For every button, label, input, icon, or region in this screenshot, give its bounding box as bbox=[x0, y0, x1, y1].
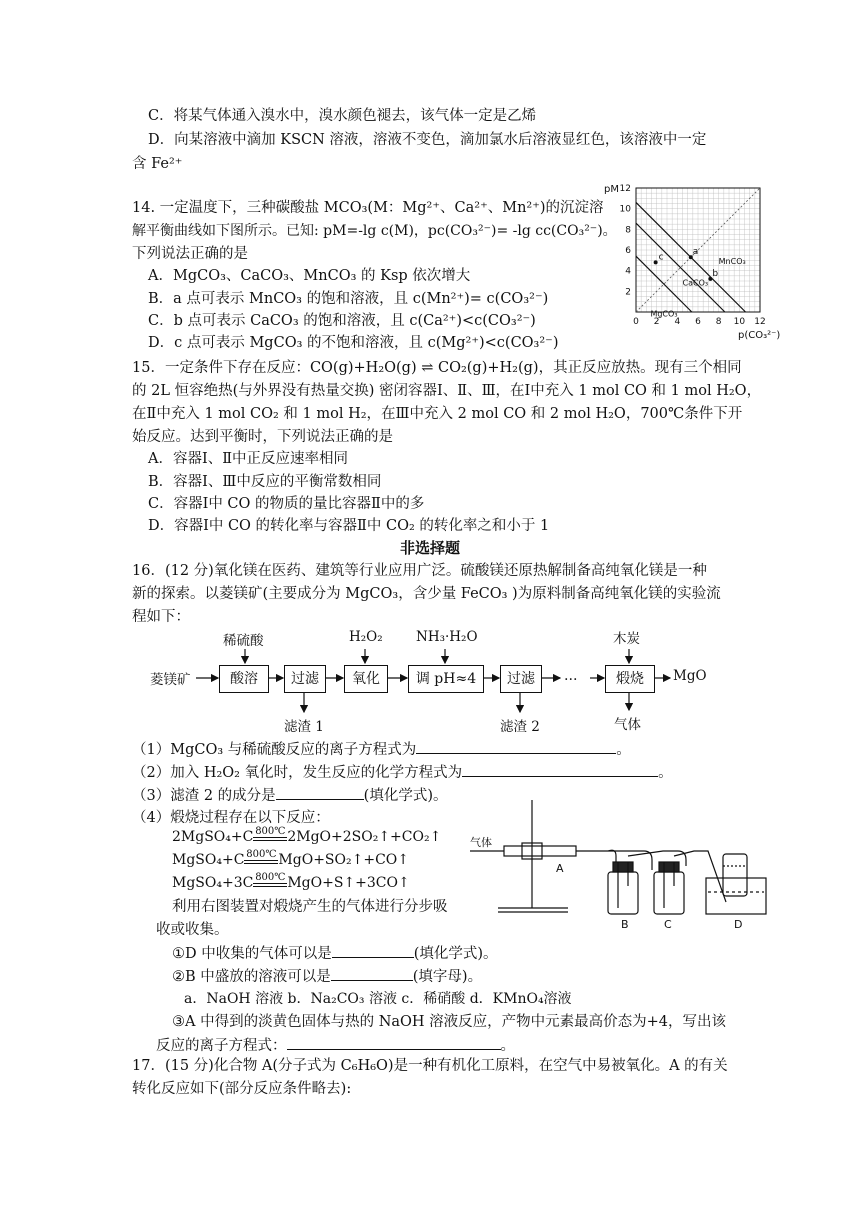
apparatus-label-b: B bbox=[621, 918, 629, 931]
x-tick-label: 6 bbox=[695, 317, 701, 327]
q14-stem-line1: 14. 一定温度下，三种碳酸盐 MCO₃(M：Mg²⁺、Ca²⁺、Mn²⁺)的沉淀溶 bbox=[132, 200, 604, 216]
q16-sub3-text: 反应的离子方程式： bbox=[156, 1038, 287, 1054]
q16-stem-line2: 新的探索。以菱镁矿(主要成分为 MgCO₃，含少量 FeCO₃ )为原料制备高纯氧化镁的实验流 bbox=[132, 586, 721, 602]
point-label-c: c bbox=[658, 252, 664, 263]
q17-stem-line2: 转化反应如下(部分反应条件略去): bbox=[132, 1081, 352, 1097]
q16-sub3-line2 bbox=[156, 1035, 515, 1056]
answer-blank-4[interactable] bbox=[332, 943, 414, 958]
q16-part2-text: （2）加入 H₂O₂ 氧化时，发生反应的化学方程式为 bbox=[132, 765, 463, 781]
series-label-0: MnCO₃ bbox=[718, 256, 746, 266]
q15-stem-line4: 始反应。达到平衡时，下列说法正确的是 bbox=[132, 429, 393, 445]
answer-blank-1[interactable] bbox=[416, 739, 616, 754]
x-tick-label: 8 bbox=[715, 317, 722, 327]
q16-part3-text: （3）滤渣 2 的成分是 bbox=[132, 788, 276, 804]
q15-option-a: A．容器Ⅰ、Ⅱ中正反应速率相同 bbox=[148, 451, 349, 467]
q16-stem-line1: 16．(12 分)氧化镁在医药、建筑等行业应用广泛。硫酸镁还原热解制备高纯氧化镁是一种 bbox=[132, 563, 707, 579]
answer-blank-2[interactable] bbox=[462, 762, 658, 777]
eq3-products: MgO+S↑+3CO↑ bbox=[287, 875, 410, 891]
q14-stem-line2: 解平衡曲线如下图所示。已知: pM=-lg c(M)，pc(CO₃²⁻)= -lg cc(CO₃²⁻)。 bbox=[132, 223, 617, 239]
q16-part2 bbox=[132, 762, 673, 783]
series-label-2: MgCO₃ bbox=[650, 309, 678, 319]
flow-box-filter-1: 过滤 bbox=[284, 665, 326, 693]
apparatus-label-d: D bbox=[734, 918, 743, 931]
y-tick-label: 6 bbox=[625, 246, 631, 256]
y-tick-label: 2 bbox=[625, 287, 631, 298]
q14-option-a: A．MgCO₃、CaCO₃、MnCO₃ 的 Ksp 依次增大 bbox=[148, 268, 471, 284]
eq1-condition bbox=[253, 827, 287, 845]
y-tick-label: 4 bbox=[625, 266, 631, 277]
eq2-condition bbox=[244, 850, 278, 868]
x-tick-label: 4 bbox=[674, 317, 681, 327]
q16-sub1-text: ①D 中收集的气体可以是 bbox=[172, 946, 332, 962]
q15-stem-line1: 15．一定条件下存在反应：CO(g)+H₂O(g) ⇌ CO₂(g)+H₂(g)，其正反应放热。现有三个相同 bbox=[132, 360, 742, 376]
q13-option-c: C．将某气体通入溴水中，溴水颜色褪去，该气体一定是乙烯 bbox=[148, 108, 537, 124]
q16-sub3-line1: ③A 中得到的淡黄色固体与热的 NaOH 溶液反应，产物中元素最高价态为+4，写出该 bbox=[172, 1014, 727, 1030]
equation-1 bbox=[172, 827, 441, 845]
q14-option-b: B．a 点可表示 MnCO₃ 的饱和溶液，且 c(Mn²⁺)= c(CO₃²⁻) bbox=[148, 291, 549, 307]
reagent-ammonia-water: NH₃·H₂O bbox=[416, 629, 478, 645]
point-label-a: a bbox=[692, 247, 699, 258]
x-tick-label: 12 bbox=[754, 317, 766, 327]
q16-part1 bbox=[132, 739, 631, 760]
q16-sub3-end: 。 bbox=[500, 1038, 515, 1054]
q16-sub1-end: (填化学式)。 bbox=[413, 946, 498, 962]
apparatus-gas-label: 气体 bbox=[470, 836, 492, 849]
answer-blank-3[interactable] bbox=[276, 785, 364, 800]
q15-option-b: B．容器Ⅰ、Ⅲ中反应的平衡常数相同 bbox=[148, 474, 382, 490]
x-axis-label: p(CO₃²⁻) bbox=[738, 330, 780, 341]
reagent-hydrogen-peroxide: H₂O₂ bbox=[349, 629, 383, 645]
point-label-b: b bbox=[712, 268, 719, 279]
flow-box-acid-dissolve: 酸溶 bbox=[219, 665, 269, 693]
q14-option-c: C．b 点可表示 CaCO₃ 的饱和溶液，且 c(Ca²⁺)<c(CO₃²⁻) bbox=[148, 313, 536, 329]
eq1-reactants: 2MgSO₄+C bbox=[172, 829, 254, 845]
series-label-1: CaCO₃ bbox=[682, 278, 709, 288]
q15-stem-line3: 在Ⅱ中充入 1 mol CO₂ 和 1 mol H₂，在Ⅲ中充入 2 mol CO 和 2 mol H₂O，700℃条件下开 bbox=[132, 406, 743, 422]
q13-option-d-line1: D．向某溶液中滴加 KSCN 溶液，溶液不变色，滴加氯水后溶液显红色，该溶液中一定 bbox=[148, 132, 707, 148]
x-tick-label: 10 bbox=[733, 317, 746, 327]
flow-ellipsis: … bbox=[564, 668, 578, 684]
q16-part2-end: 。 bbox=[658, 765, 673, 781]
output-residue-1: 滤渣 1 bbox=[284, 719, 324, 735]
gas-apparatus-diagram bbox=[468, 796, 768, 938]
flow-box-calcine: 煅烧 bbox=[605, 665, 655, 693]
q16-stem-line3: 程如下： bbox=[132, 609, 190, 625]
q16-part3 bbox=[132, 785, 448, 806]
q13-option-d-line2: 含 Fe²⁺ bbox=[132, 156, 183, 172]
eq1-products: 2MgO+2SO₂↑+CO₂↑ bbox=[287, 829, 442, 845]
q17-stem-line1: 17．(15 分)化合物 A(分子式为 C₆H₆O)是一种有机化工原料，在空气中易被氧化。A 的有关 bbox=[132, 1058, 728, 1074]
y-axis-label: pM bbox=[604, 184, 619, 195]
apparatus-label-a: A bbox=[556, 862, 564, 875]
q16-sub2-options: a．NaOH 溶液 b．Na₂CO₃ 溶液 c．稀硝酸 d．KMnO₄溶液 bbox=[184, 991, 572, 1007]
eq2-reactants: MgSO₄+C bbox=[172, 852, 245, 868]
q16-use-line2: 收或收集。 bbox=[156, 922, 229, 938]
y-tick-label: 8 bbox=[625, 225, 631, 236]
q16-part3-end: (填化学式)。 bbox=[363, 788, 448, 804]
q16-sub2-text: ②B 中盛放的溶液可以是 bbox=[172, 969, 331, 985]
q14-stem-line3: 下列说法正确的是 bbox=[132, 246, 248, 262]
equation-3 bbox=[172, 873, 410, 891]
q16-part4: （4）煅烧过程存在以下反应： bbox=[132, 810, 330, 826]
q16-part1-text: （1）MgCO₃ 与稀硫酸反应的离子方程式为 bbox=[132, 742, 417, 758]
reagent-dilute-sulfuric-acid: 稀硫酸 bbox=[223, 633, 264, 649]
q16-sub2 bbox=[172, 966, 482, 987]
flow-end-product: MgO bbox=[673, 668, 707, 684]
equation-2 bbox=[172, 850, 409, 868]
eq2-products: MgO+SO₂↑+CO↑ bbox=[278, 852, 409, 868]
x-tick-label: 2 bbox=[653, 317, 660, 327]
eq2-temp: 800℃ bbox=[246, 849, 277, 860]
eq1-temp: 800℃ bbox=[255, 826, 286, 837]
q15-option-c: C．容器Ⅰ中 CO 的物质的量比容器Ⅱ中的多 bbox=[148, 496, 425, 512]
x-tick-label: 0 bbox=[633, 317, 639, 327]
flow-box-adjust-ph: 调 pH≈4 bbox=[408, 665, 484, 693]
q16-sub1 bbox=[172, 943, 498, 964]
section-heading: 非选择题 bbox=[399, 539, 460, 557]
q16-use-line1: 利用右图装置对煅烧产生的气体进行分步吸 bbox=[172, 899, 448, 915]
q16-sub2-end: (填字母)。 bbox=[412, 969, 483, 985]
apparatus-label-c: C bbox=[664, 918, 672, 931]
y-tick-label: 10 bbox=[619, 204, 631, 215]
flow-start-ore: 菱镁矿 bbox=[150, 672, 191, 688]
q15-option-d: D．容器Ⅰ中 CO 的转化率与容器Ⅱ中 CO₂ 的转化率之和小于 1 bbox=[148, 518, 550, 534]
q14-option-d: D．c 点可表示 MgCO₃ 的不饱和溶液，且 c(Mg²⁺)<c(CO₃²⁻) bbox=[148, 335, 559, 351]
flow-box-filter-2: 过滤 bbox=[500, 665, 542, 693]
flow-box-oxidize: 氧化 bbox=[344, 665, 388, 693]
q16-part1-end: 。 bbox=[616, 742, 631, 758]
y-tick-label: 12 bbox=[619, 184, 631, 194]
output-gas: 气体 bbox=[614, 717, 641, 733]
answer-blank-6[interactable] bbox=[287, 1035, 501, 1050]
output-residue-2: 滤渣 2 bbox=[500, 719, 540, 735]
q15-stem-line2: 的 2L 恒容绝热(与外界没有热量交换) 密闭容器Ⅰ、Ⅱ、Ⅲ，在Ⅰ中充入 1 mol CO 和 1 mol H₂O， bbox=[132, 383, 762, 399]
eq3-reactants: MgSO₄+3C bbox=[172, 875, 254, 891]
answer-blank-5[interactable] bbox=[331, 966, 413, 981]
reagent-charcoal: 木炭 bbox=[613, 631, 640, 647]
eq3-temp: 800℃ bbox=[255, 872, 286, 883]
eq3-condition bbox=[253, 873, 287, 891]
